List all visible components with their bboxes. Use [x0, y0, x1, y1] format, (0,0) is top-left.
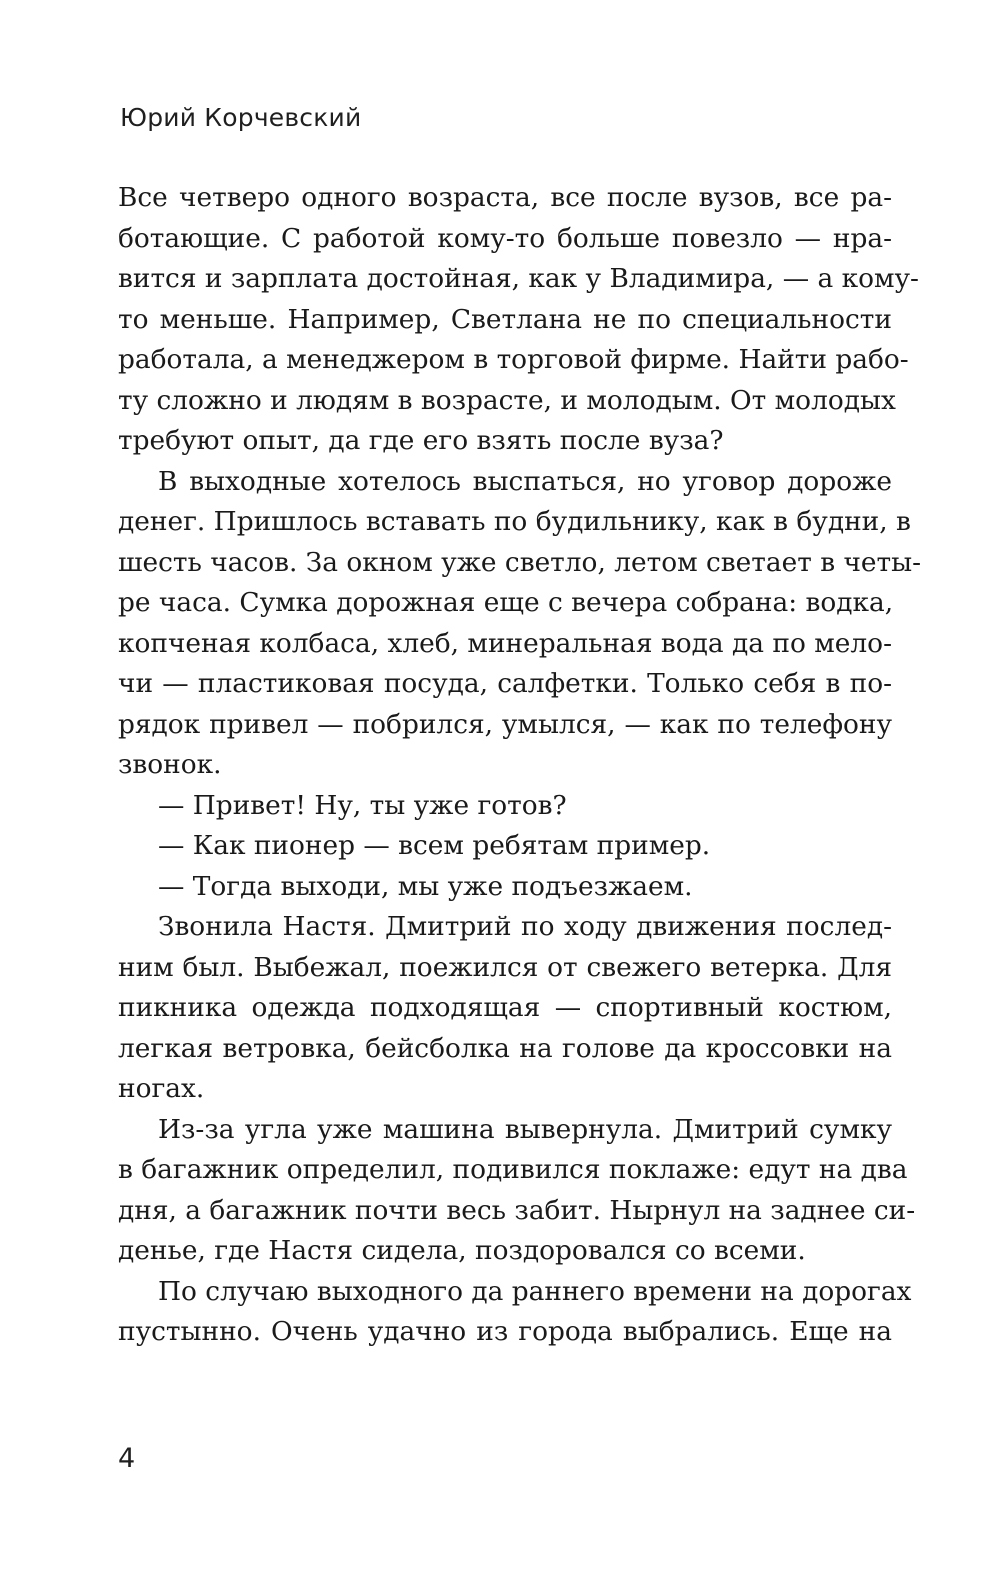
dialogue-line: — Как пионер — всем ребятам пример.: [158, 830, 711, 861]
text-line: ним был. Выбежал, поежился от свежего ветерка. Для: [118, 951, 892, 983]
text-line: ногах.: [118, 1073, 205, 1104]
text-line: рядок привел — побрился, умылся, — как по телефону: [118, 708, 892, 740]
text-line: По случаю выходного да раннего времени на дорогах: [158, 1275, 912, 1307]
text-line: Звонила Настя. Дмитрий по ходу движения послед-: [158, 911, 892, 942]
text-line: чи — пластиковая посуда, салфетки. Только себя в по-: [118, 668, 892, 699]
text-line: легкая ветровка, бейсболка на голове да кроссовки на: [118, 1032, 892, 1064]
text-line: то меньше. Например, Светлана не по специальности: [118, 303, 892, 335]
text-line: пикника одежда подходящая — спортивный костюм,: [118, 992, 892, 1023]
text-line: работала, а менеджером в торговой фирме. Найти рабо-: [118, 344, 909, 375]
text-line: ботающие. С работой кому-то больше повезло — нра-: [118, 222, 892, 254]
text-line: ту сложно и людям в возрасте, и молодым. От молодых: [118, 384, 896, 416]
dialogue-line: — Тогда выходи, мы уже подъезжаем.: [158, 870, 693, 902]
text-line: шесть часов. За окном уже светло, летом светает в четы-: [118, 546, 922, 578]
text-line: В выходные хотелось выспаться, но уговор дороже: [158, 465, 892, 497]
running-head-author: Юрий Корчевский: [120, 103, 362, 132]
page-number: 4: [118, 1443, 136, 1474]
dialogue-line: — Привет! Ну, ты уже готов?: [158, 789, 567, 821]
text-line: звонок.: [118, 749, 222, 780]
text-line: требуют опыт, да где его взять после вуза?: [118, 425, 724, 456]
text-line: дня, а багажник почти весь забит. Нырнул на заднее си-: [118, 1194, 916, 1226]
text-line: вится и зарплата достойная, как у Владимира, — а кому-: [118, 263, 919, 294]
text-line: денег. Пришлось вставать по будильнику, как в будни, в: [118, 506, 911, 537]
text-line: Все четверо одного возраста, все после вузов, все ра-: [118, 182, 892, 213]
text-line: пустынно. Очень удачно из города выбрались. Еще на: [118, 1316, 892, 1347]
text-line: в багажник определил, подивился поклаже: едут на два: [118, 1154, 908, 1185]
text-line: ре часа. Сумка дорожная еще с вечера собрана: водка,: [118, 587, 894, 618]
text-line: денье, где Настя сидела, поздоровался со всеми.: [118, 1235, 806, 1266]
text-line: Из-за угла уже машина вывернула. Дмитрий сумку: [158, 1113, 892, 1145]
body-text: [118, 178, 922, 1353]
text-line: копченая колбаса, хлеб, минеральная вода да по мело-: [118, 627, 892, 659]
